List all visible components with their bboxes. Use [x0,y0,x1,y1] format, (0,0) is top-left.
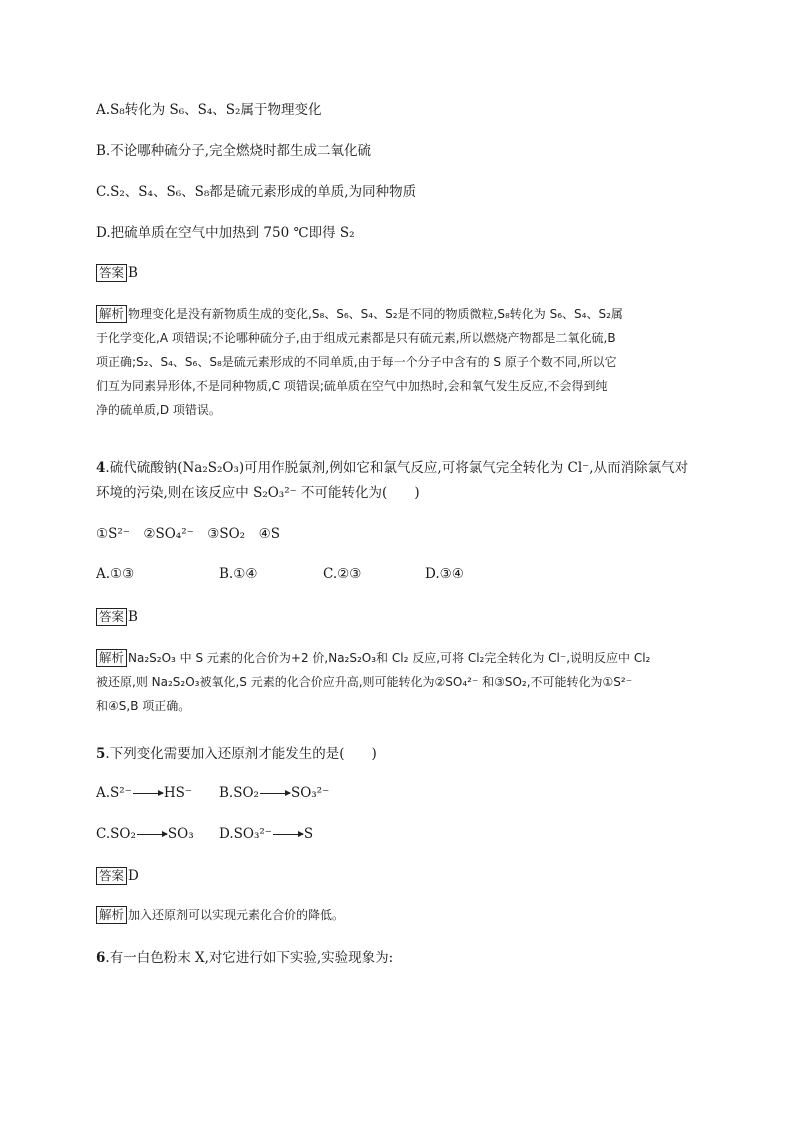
q3-answer [96,264,138,282]
q5-option-c: C.SO₂ SO₃ [96,826,194,842]
q3-option-a: A.S₈转化为 S₆、S₄、S₂属于物理变化 [96,102,322,118]
explanation-line: 和④S,B 项正确。 [96,699,191,713]
explanation-label: 解析 [96,906,127,924]
q4-answer [96,608,138,626]
answer-label: 答案 [96,867,127,885]
answer-value: B [128,265,138,281]
q4-explanation [96,646,696,718]
q3-explanation [96,302,696,422]
q4-option-b: B.①④ [219,566,258,582]
explanation-line: 净的硫单质,D 项错误。 [96,403,221,417]
answer-value: B [128,609,138,625]
q3-option-c: C.S₂、S₄、S₆、S₈都是硫元素形成的单质,为同种物质 [96,184,417,200]
q3-option-d: D.把硫单质在空气中加热到 750 ℃即得 S₂ [96,225,355,241]
answer-value: D [128,868,139,884]
answer-label: 答案 [96,264,127,282]
explanation-line: 被还原,则 Na₂S₂O₃被氧化,S 元素的化合价应升高,则可能转化为②SO₄²⁻ 和③SO₂,不可能转化为①S²⁻ [96,675,633,689]
answer-label: 答案 [96,608,127,626]
explanation-line: 们互为同素异形体,不是同种物质,C 项错误;硫单质在空气中加热时,会和氧气发生反应,不会得到纯 [96,379,608,393]
explanation-line: 项正确;S₂、S₄、S₆、S₈是硫元素形成的不同单质,由于每一个分子中含有的 S 原子个数不同,所以它 [96,355,617,369]
q4-option-a: A.①③ [96,566,135,582]
arrow-icon [133,793,163,794]
arrow-icon [260,793,290,794]
explanation-line: 解析 Na₂S₂O₃ 中 S 元素的化合价为+2 价,Na₂S₂O₃和 Cl₂ 反应,可将 Cl₂完全转化为 Cl⁻,说明反应中 Cl₂ [96,646,696,670]
explanation-line: 于化学变化,A 项错误;不论哪种硫分子,由于组成元素都是只有硫元素,所以燃烧产物都是二氧化硫,B [96,331,616,345]
q5-explanation [96,903,696,927]
question-number: 4 [96,460,106,476]
q4-option-d: D.③④ [425,566,464,582]
question-number: 5 [96,746,106,762]
q5-option-a: A.S²⁻ HS⁻ [96,785,192,801]
q4-option-c: C.②③ [323,566,362,582]
arrow-icon [137,834,167,835]
q6-stem: 6.有一白色粉末 X,对它进行如下实验,实验现象为: [96,950,394,966]
q4-items: ①S²⁻ ②SO₄²⁻ ③SO₂ ④S [96,526,280,542]
explanation-line: 解析 物理变化是没有新物质生成的变化,S₈、S₆、S₄、S₂是不同的物质微粒,S₈转化为 S₆、S₄、S₂属 [96,302,696,326]
explanation-label: 解析 [96,305,127,323]
q3-option-b: B.不论哪种硫分子,完全燃烧时都生成二氧化硫 [96,143,372,159]
q5-answer [96,867,139,885]
explanation-line: 解析 加入还原剂可以实现元素化合价的降低。 [96,903,696,927]
q5-option-d: D.SO₃²⁻ S [219,826,314,842]
arrow-icon [273,834,303,835]
question-number: 6 [96,950,106,966]
q5-option-b: B.SO₂ SO₃²⁻ [219,785,330,801]
q5-stem: 5.下列变化需要加入还原剂才能发生的是( ) [96,746,377,762]
explanation-label: 解析 [96,649,127,667]
q4-stem-line1: 4.硫代硫酸钠(Na₂S₂O₃)可用作脱氯剂,例如它和氯气反应,可将氯气完全转化为 Cl⁻,从而消除氯气对 [96,460,689,476]
q4-stem-line2: 环境的污染,则在该反应中 S₂O₃²⁻ 不可能转化为( ) [96,485,420,501]
